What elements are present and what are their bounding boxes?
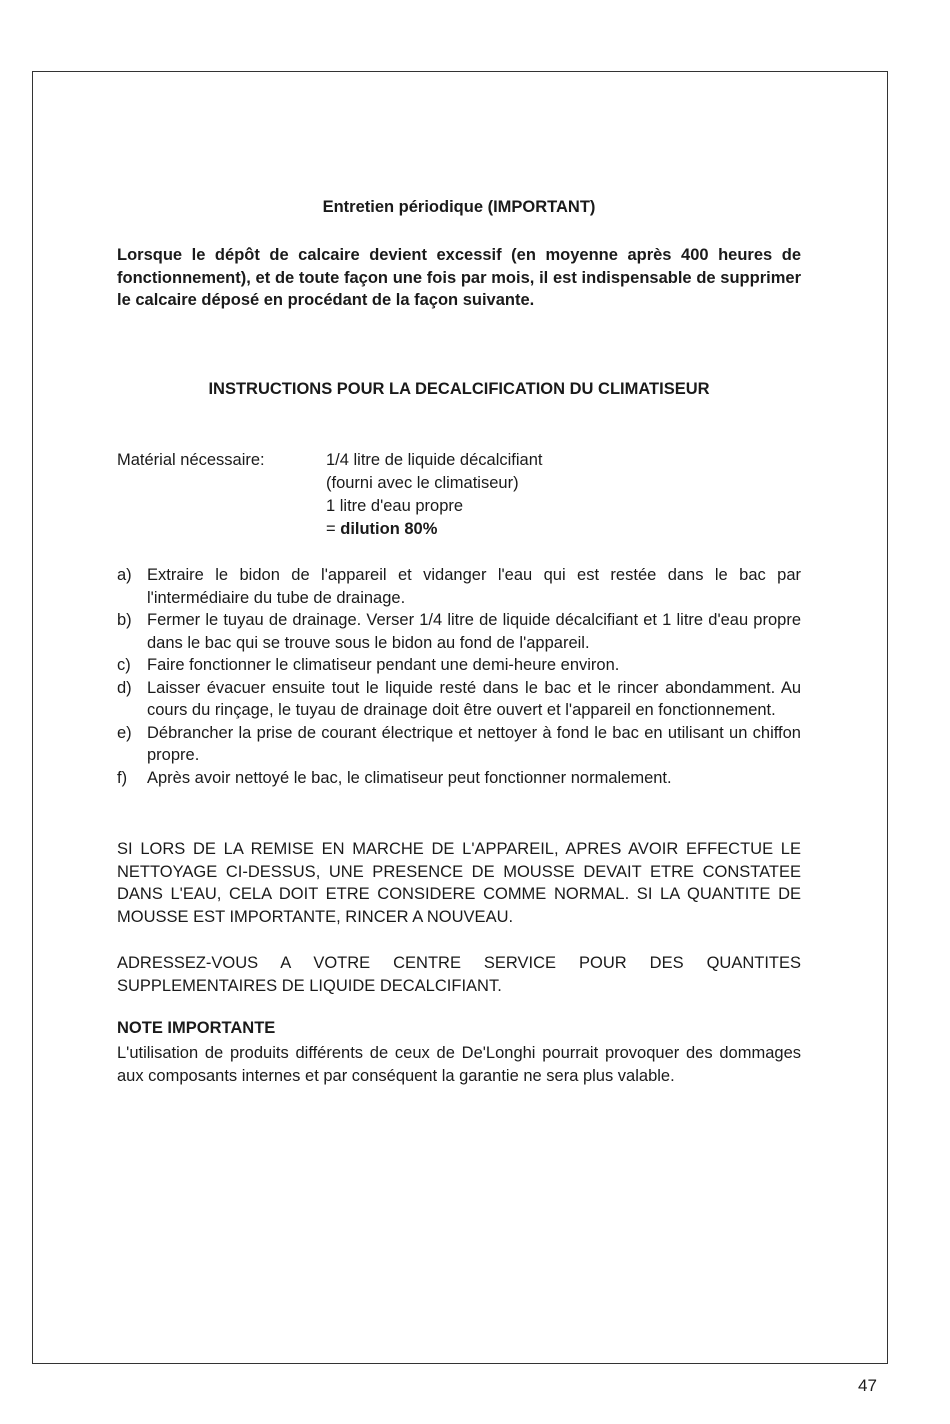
instructions-title: INSTRUCTIONS POUR LA DECALCIFICATION DU CLIMATISEUR <box>208 380 710 398</box>
step-text: Débrancher la prise de courant électrique et nettoyer à fond le bac en utilisant un chiffon propre. <box>147 723 801 764</box>
step-letter: e) <box>117 723 132 742</box>
list-item <box>117 564 801 609</box>
step-letter: c) <box>117 656 131 674</box>
material-list <box>326 449 796 541</box>
list-item <box>117 767 801 790</box>
intro-paragraph: Lorsque le dépôt de calcaire devient excessif (en moyenne après 400 heures de fonctionnement), et de toute façon une fois par mois, il est indispensable de supprimer le calcaire déposé en procédant de la façon suivante. <box>117 246 801 309</box>
page-number: 47 <box>858 1376 877 1395</box>
list-item <box>117 654 801 677</box>
step-letter: d) <box>117 678 132 697</box>
step-text: Fermer le tuyau de drainage. Verser 1/4 litre de liquide décalcifiant et 1 litre d'eau propre dans le bac qui se trouve sous le bidon au fond de l'appareil. <box>147 611 801 652</box>
material-line: 1/4 litre de liquide décalcifiant <box>326 451 543 469</box>
material-result-prefix: = <box>326 520 341 538</box>
material-result <box>326 518 796 541</box>
material-label: Matérial nécessaire: <box>117 451 265 469</box>
step-letter: a) <box>117 566 132 584</box>
section-title: Entretien périodique (IMPORTANT) <box>322 198 596 216</box>
step-text: Laisser évacuer ensuite tout le liquide resté dans le bac et le rincer abondamment. Au cours du rinçage, le tuyau de drainage doit être ouvert et l'appareil en fonctionnement. <box>147 678 801 719</box>
foam-warning-paragraph: SI LORS DE LA REMISE EN MARCHE DE L'APPAREIL, APRES AVOIR EFFECTUE LE NETTOYAGE CI-DESSUS, UNE PRESENCE DE MOUSSE DEVAIT ETRE CONSTATEE DANS L'EAU, CELA DOIT ETRE CONSIDERE COMME NORMAL. SI LA QUANTITE DE MOUSSE EST IMPORTANTE, RINCER A NOUVEAU. <box>117 840 801 926</box>
steps-list <box>117 564 801 789</box>
step-letter: f) <box>117 768 128 787</box>
list-item <box>117 609 801 654</box>
note-paragraph: L'utilisation de produits différents de ceux de De'Longhi pourrait provoquer des dommages aux composants internes et par conséquent la garantie ne sera plus valable. <box>117 1044 801 1085</box>
step-letter: b) <box>117 611 132 629</box>
list-item <box>117 722 801 767</box>
list-item <box>117 677 801 722</box>
step-text: Extraire le bidon de l'appareil et vidanger l'eau qui est restée dans le bac par l'intermédiaire du tube de drainage. <box>147 566 801 607</box>
material-line: 1 litre d'eau propre <box>326 497 464 515</box>
material-line: (fourni avec le climatiseur) <box>326 474 519 492</box>
note-heading: NOTE IMPORTANTE <box>117 1019 276 1037</box>
step-text: Faire fonctionner le climatiseur pendant une demi-heure environ. <box>147 656 620 674</box>
material-result-value: dilution 80% <box>340 520 438 538</box>
service-paragraph: ADRESSEZ-VOUS A VOTRE CENTRE SERVICE POUR DES QUANTITES SUPPLEMENTAIRES DE LIQUIDE DECALCIFIANT. <box>117 954 801 995</box>
step-text: Après avoir nettoyé le bac, le climatiseur peut fonctionner normalement. <box>147 768 672 787</box>
